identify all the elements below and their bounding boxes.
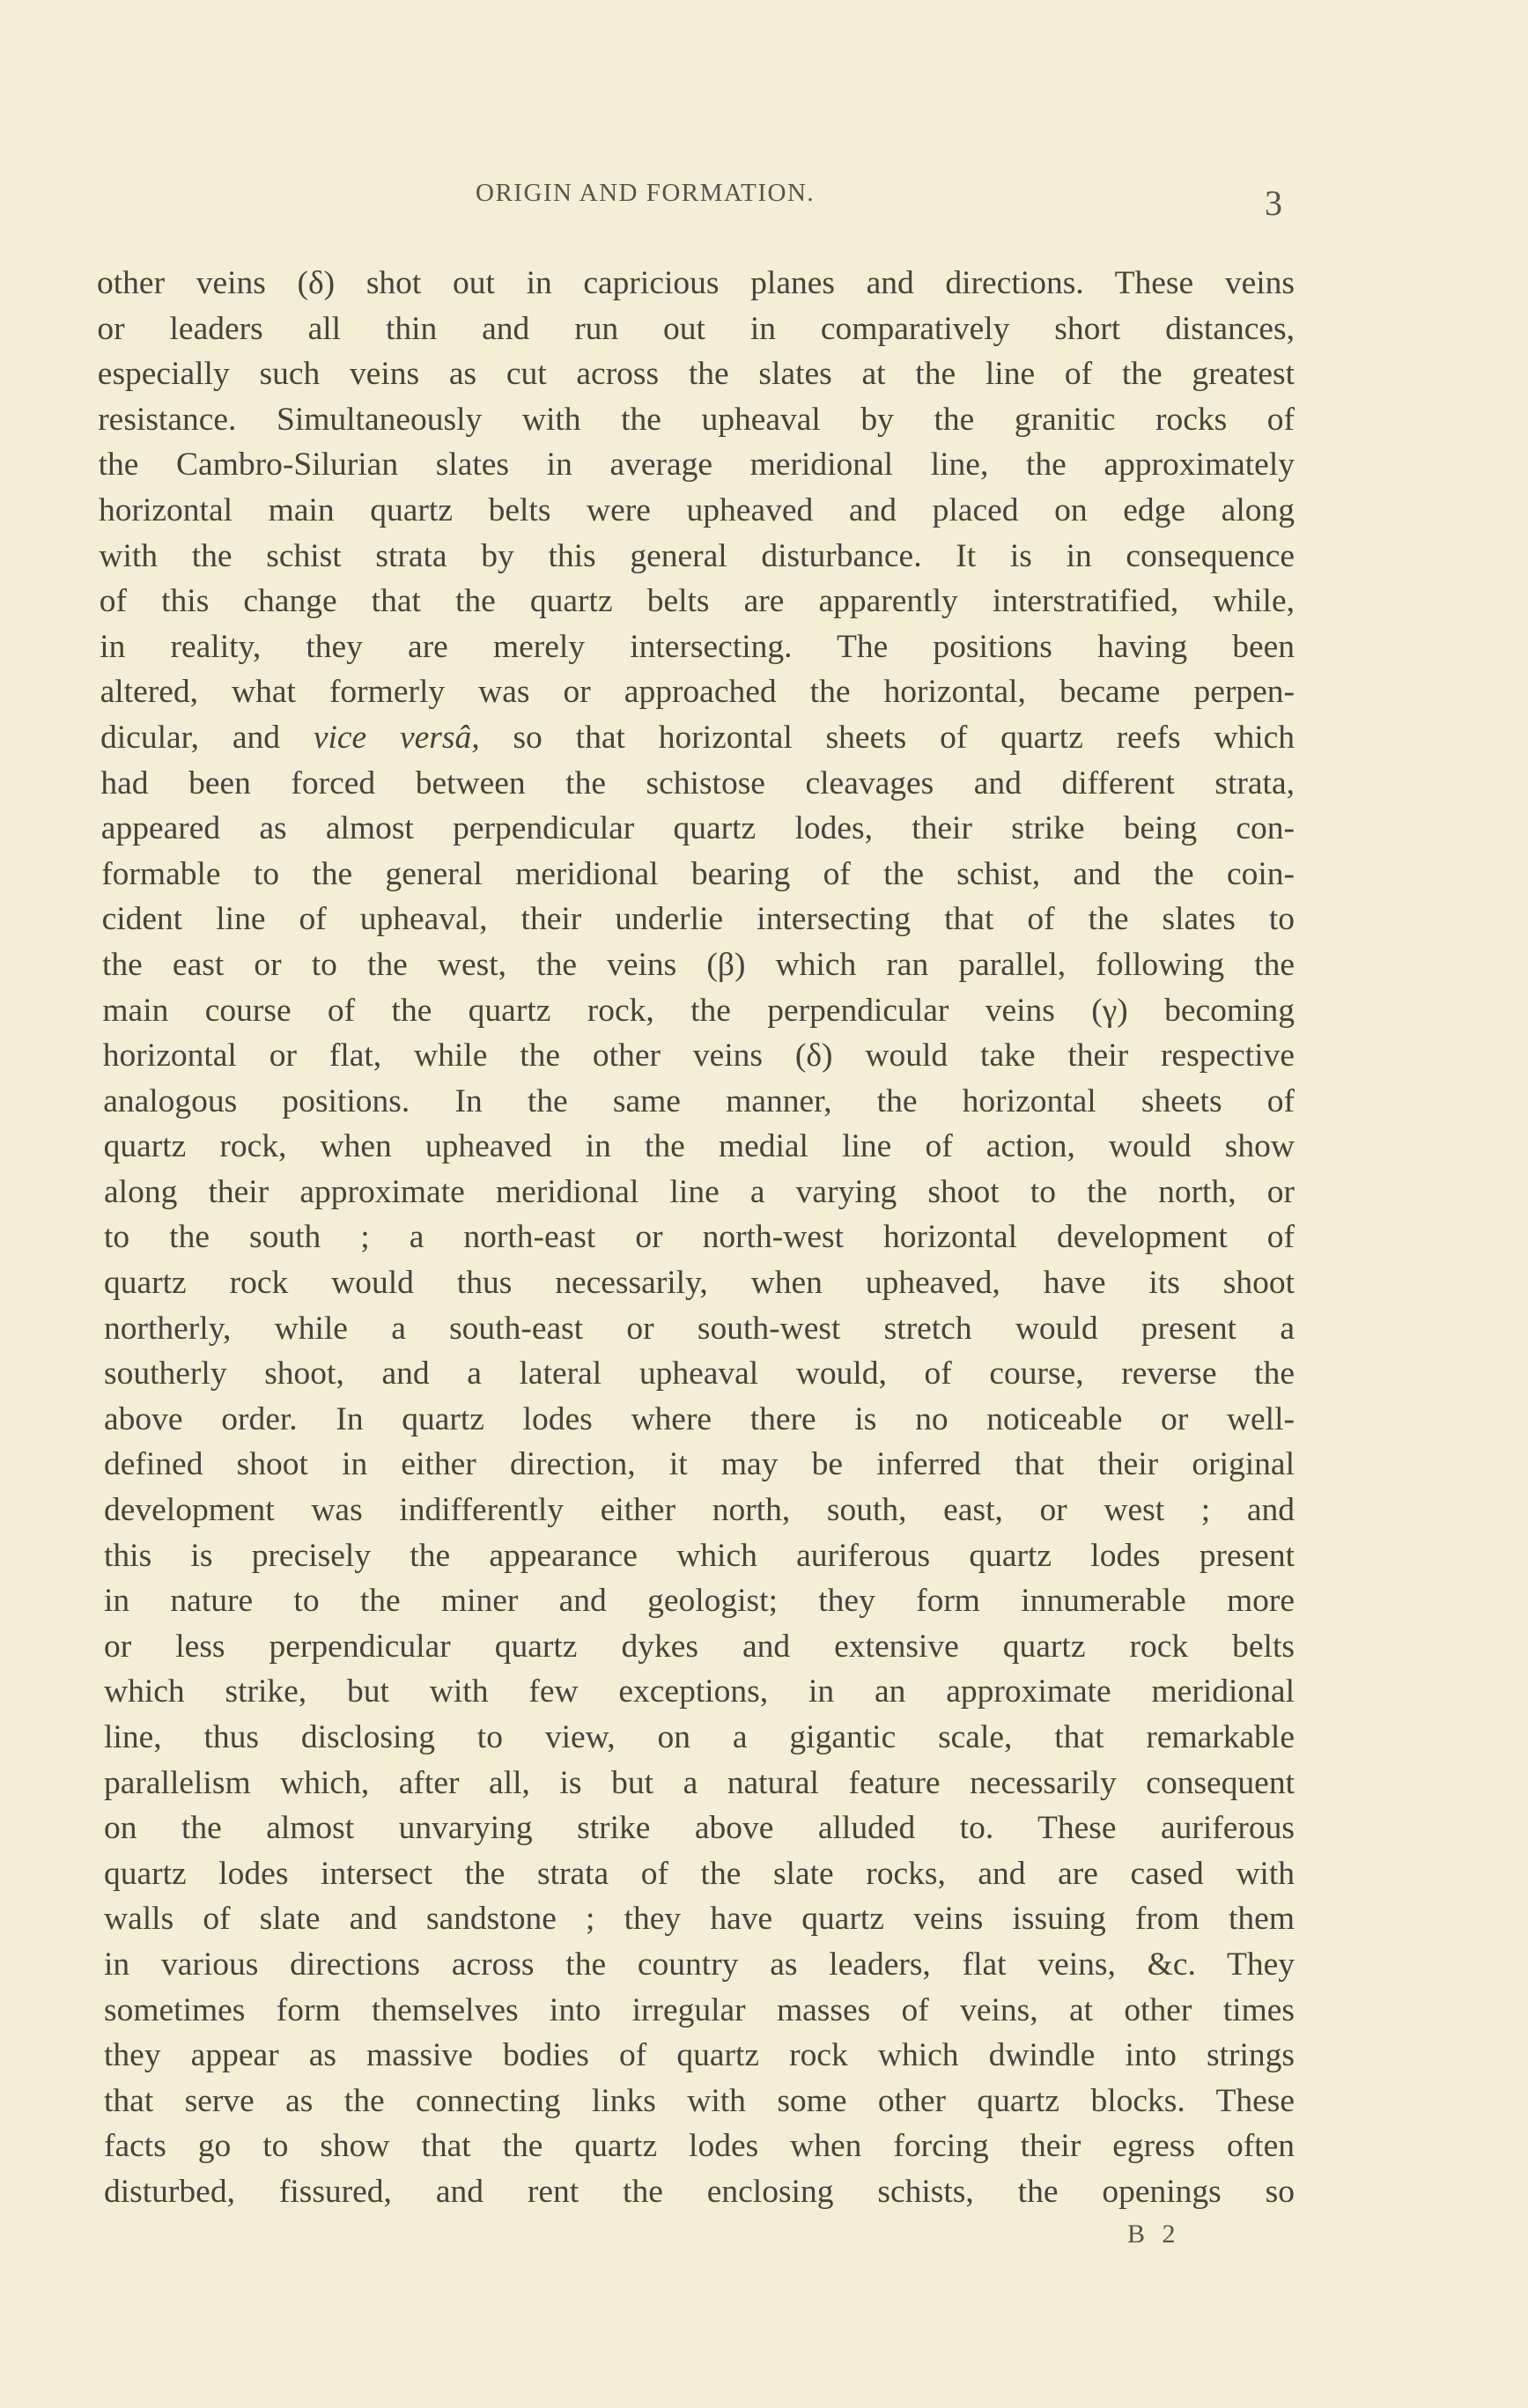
text-line: other veins (δ) shot out in capricious planes and directions. These veins bbox=[97, 265, 1295, 301]
text-line: or leaders all thin and run out in comparatively short distances, bbox=[97, 310, 1295, 347]
text-line: cident line of upheaval, their underlie intersecting that of the slates to bbox=[101, 901, 1295, 938]
text-line: or less perpendicular quartz dykes and extensive quartz rock belts bbox=[104, 1628, 1295, 1665]
text-line: especially such veins as cut across the slates at the line of the greatest bbox=[97, 356, 1295, 393]
text-line: this is precisely the appearance which auriferous quartz lodes present bbox=[104, 1537, 1295, 1574]
text-line: altered, what formerly was or approached the horizontal, became perpen- bbox=[100, 674, 1295, 711]
text-line: in reality, they are merely intersecting. The positions having been bbox=[100, 628, 1295, 665]
text-line: development was indifferently either north, south, east, or west ; and bbox=[104, 1492, 1295, 1529]
text-line: appeared as almost perpendicular quartz lodes, their strike being con- bbox=[100, 810, 1295, 847]
text-line: the east or to the west, the veins (β) which ran parallel, following the bbox=[102, 946, 1295, 983]
text-line: walls of slate and sandstone ; they have quartz veins issuing from them bbox=[104, 1901, 1295, 1938]
text-line: northerly, while a south-east or south-west stretch would present a bbox=[104, 1310, 1295, 1347]
text-line: that serve as the connecting links with some other quartz blocks. These bbox=[104, 2082, 1295, 2119]
page-number: 3 bbox=[1265, 183, 1284, 223]
text-line: sometimes form themselves into irregular masses of veins, at other times bbox=[104, 1991, 1295, 2028]
text-line: horizontal or flat, while the other veins (δ) would take their respective bbox=[102, 1038, 1295, 1075]
text-line: in various directions across the country as leaders, flat veins, &c. They bbox=[104, 1946, 1295, 1983]
text-line: the Cambro-Silurian slates in average meridional line, the approximately bbox=[98, 447, 1295, 484]
text-line: formable to the general meridional bearing of the schist, and the coin- bbox=[101, 855, 1295, 892]
text-line: of this change that the quartz belts are apparently interstratified, while, bbox=[99, 583, 1295, 620]
text-line: quartz rock, when upheaved in the medial line of action, would show bbox=[103, 1128, 1295, 1165]
text-line: main course of the quartz rock, the perpendicular veins (γ) becoming bbox=[102, 992, 1295, 1029]
text-line: above order. In quartz lodes where there is no noticeable or well- bbox=[104, 1400, 1295, 1437]
italic-phrase: vice versâ, bbox=[313, 719, 480, 756]
text-line: facts go to show that the quartz lodes when forcing their egress often bbox=[104, 2128, 1295, 2165]
text-line: had been forced between the schistose cleavages and different strata, bbox=[100, 765, 1295, 801]
running-title: ORIGIN AND FORMATION. bbox=[476, 179, 816, 207]
text-line: resistance. Simultaneously with the upheaval by the granitic rocks of bbox=[98, 401, 1295, 438]
text-segment: so that horizontal sheets of quartz reefs which bbox=[513, 719, 1295, 756]
text-segment: dicular, and bbox=[100, 719, 280, 756]
text-line: to the south ; a north-east or north-west horizontal development of bbox=[104, 1219, 1295, 1256]
body-text bbox=[97, 261, 1295, 2215]
text-line: with the schist strata by this general disturbance. It is in consequence bbox=[99, 537, 1295, 574]
text-line: horizontal main quartz belts were upheaved and placed on edge along bbox=[99, 491, 1295, 528]
text-line: quartz rock would thus necessarily, when upheaved, have its shoot bbox=[104, 1265, 1295, 1302]
text-line: disturbed, fissured, and rent the enclosing schists, the openings so bbox=[104, 2173, 1295, 2210]
text-line: southerly shoot, and a lateral upheaval would, of course, reverse the bbox=[104, 1355, 1295, 1392]
text-line: parallelism which, after all, is but a natural feature necessarily consequent bbox=[104, 1764, 1295, 1801]
text-line: defined shoot in either direction, it may be inferred that their original bbox=[104, 1446, 1295, 1483]
signature-mark: B 2 bbox=[1127, 2220, 1181, 2249]
text-line bbox=[100, 715, 1295, 761]
text-line: which strike, but with few exceptions, in an approximate meridional bbox=[104, 1673, 1295, 1710]
text-line: in nature to the miner and geologist; they form innumerable more bbox=[104, 1583, 1295, 1620]
text-line: quartz lodes intersect the strata of the slate rocks, and are cased with bbox=[104, 1855, 1295, 1892]
text-line: along their approximate meridional line a varying shoot to the north, or bbox=[104, 1173, 1295, 1210]
text-line: on the almost unvarying strike above alluded to. These auriferous bbox=[104, 1810, 1295, 1847]
text-line: they appear as massive bodies of quartz rock which dwindle into strings bbox=[104, 2037, 1295, 2074]
text-line: analogous positions. In the same manner, the horizontal sheets of bbox=[103, 1082, 1295, 1119]
text-line: line, thus disclosing to view, on a gigantic scale, that remarkable bbox=[104, 1719, 1295, 1755]
